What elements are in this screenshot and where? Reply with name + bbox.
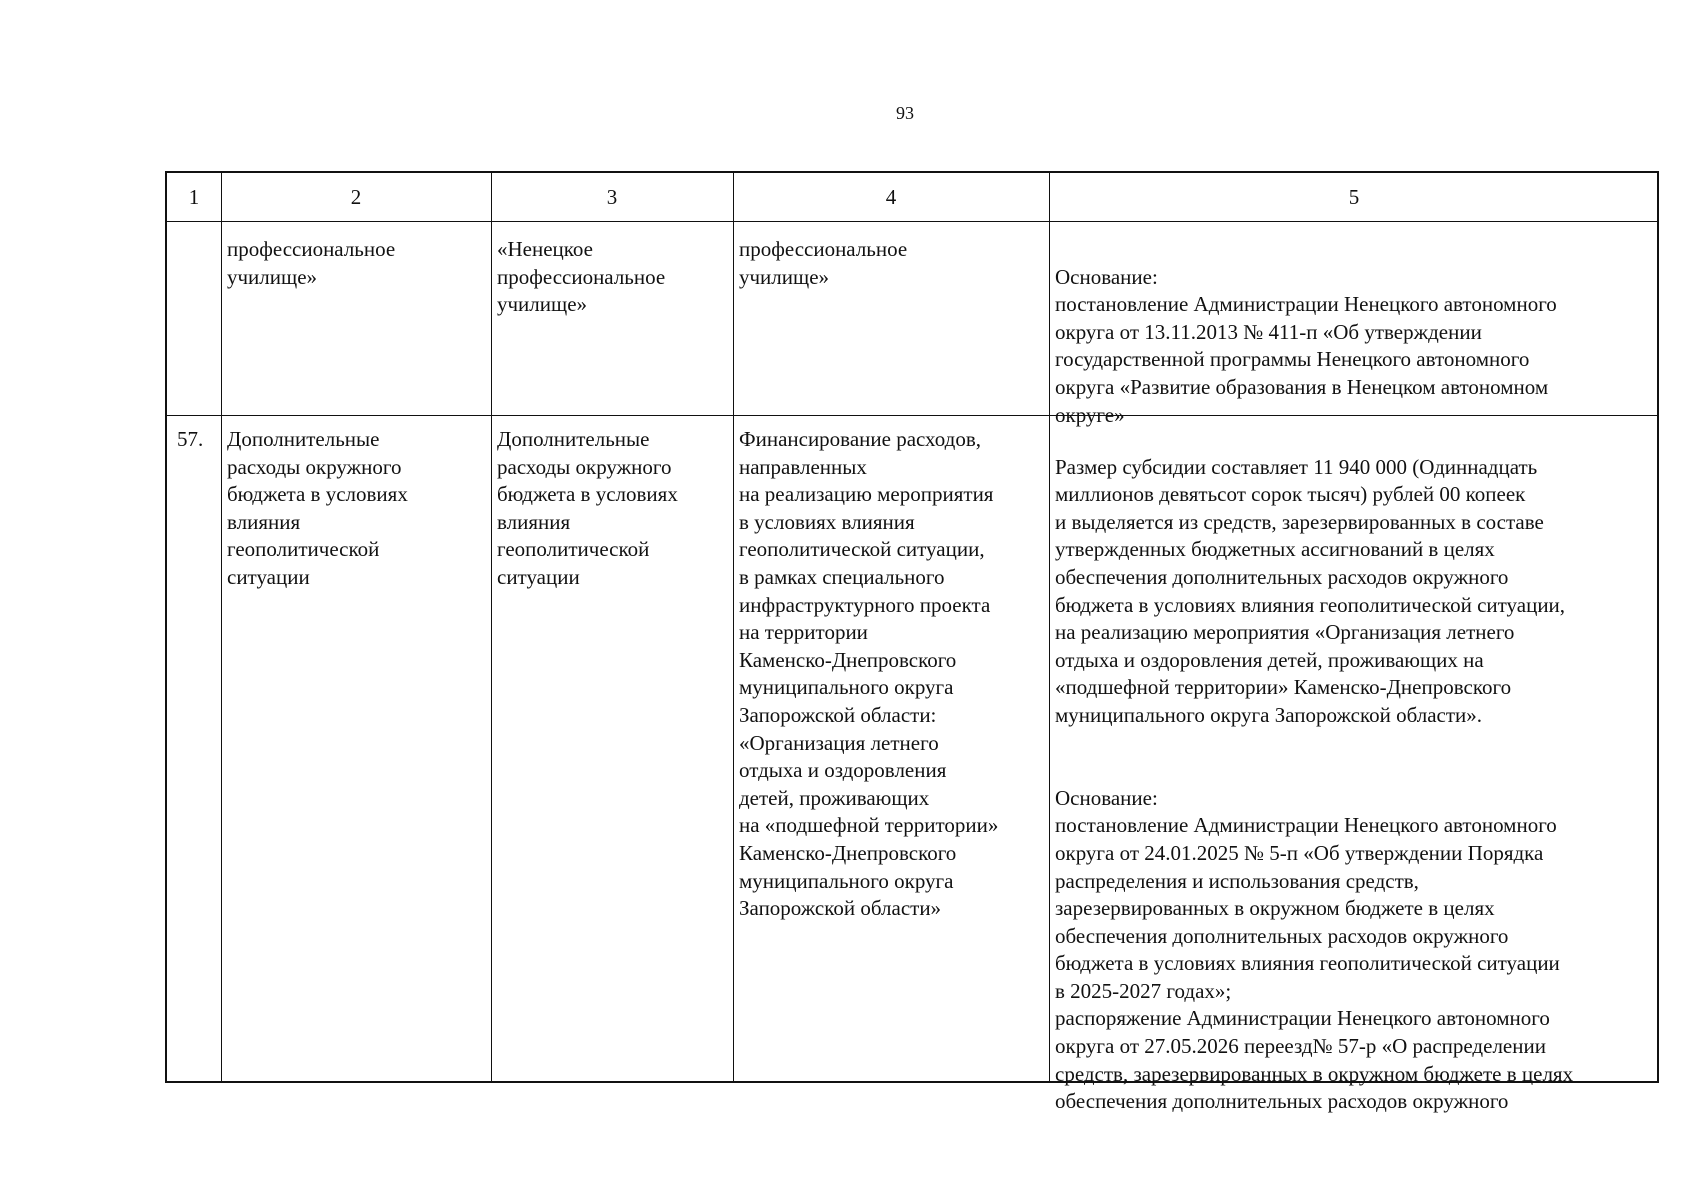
header-cell-3: 3: [606, 184, 618, 209]
header-cell-2: 2: [350, 184, 362, 209]
row2-col2: Дополнительные расходы окружного бюджета в условиях влияния геополитической ситуации: [227, 427, 408, 589]
row2-col5-paragraph-subsidy: Размер субсидии составляет 11 940 000 (Одиннадцать миллионов девятьсот сорок тысяч) рублей 00 копеек и выделяется из средств, зарезервированных в составе утвержденных бюджетных ассигнований в целях обеспечения дополнительных расходов окружного бюджета в условиях влияния геополитической ситуации, на реализацию мероприятия «Организация летнего отдыха и оздоровления детей, проживающих на «подшефной территории» Каменско-Днепровского муниципального округа Запорожской области».: [1055, 454, 1566, 727]
header-cell-5: 5: [1348, 184, 1360, 209]
row2-col4: Финансирование расходов, направленных на реализацию мероприятия в условиях влияния геополитической ситуации, в рамках специального инфраструктурного проекта на территории Каменско-Днепровского муниципального округа Запорожской области: «Организация летнего отдыха и оздоровления детей, проживающих на «подшефной территории» Каменско-Днепровского муниципального округа Запорожской области»: [739, 427, 999, 921]
column-divider: [733, 173, 734, 1081]
row2-col5-paragraph-basis: Основание: постановление Администрации Ненецкого автономного округа от 24.01.2025 № 5-п «Об утверждении Порядка распределения и использования средств, зарезервированных в окружном бюджете в целях обеспечения дополнительных расходов окружного бюджета в условиях влияния геополитической ситуации в 2025-2027 годах»; распоряжение Администрации Ненецкого автономного округа от 27.05.2026 переезд№ 57-р «О распределении средств, зарезервированных в окружном бюджете в целях обеспечения дополнительных расходов окружного: [1055, 785, 1574, 1114]
column-divider: [491, 173, 492, 1081]
column-divider: [221, 173, 222, 1081]
row1-col5-paragraph: Основание: постановление Администрации Ненецкого автономного округа от 13.11.2013 № 411-п «Об утверждении государственной программы Ненецкого автономного округа «Развитие образования в Ненецком автономном округе»: [1055, 264, 1557, 427]
row1-col4: профессиональное училище»: [739, 237, 908, 289]
column-divider: [1049, 173, 1050, 1081]
budget-table: [165, 171, 1659, 1114]
row1-col5: [1055, 236, 1657, 457]
row1-col3: «Ненецкое профессиональное училище»: [497, 237, 666, 317]
header-cell-4: 4: [885, 184, 897, 209]
header-cell-1: 1: [188, 184, 200, 209]
row2-col3: Дополнительные расходы окружного бюджета в условиях влияния геополитической ситуации: [497, 427, 678, 589]
page-number: 93: [896, 103, 914, 123]
row2-number: 57.: [177, 427, 204, 451]
row2-col5: [1055, 426, 1657, 1143]
header-divider: [167, 221, 1657, 222]
row1-col2: профессиональное училище»: [227, 237, 396, 289]
